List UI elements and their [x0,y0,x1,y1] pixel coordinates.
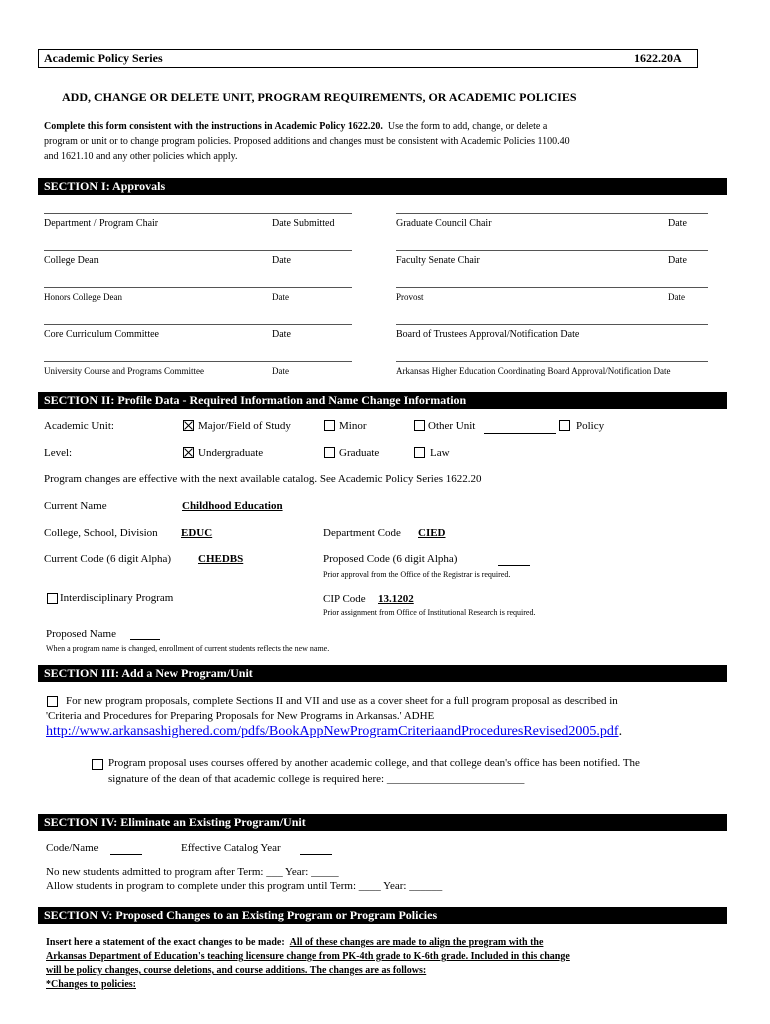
approval-left-date: Date [272,366,289,376]
approval-right-label: Faculty Senate Chair [396,255,480,266]
no-new-students-line: No new students admitted to program after Term: ___ Year: _____ [46,866,339,878]
current-name-label: Current Name [44,500,107,512]
level-undergraduate-checkbox[interactable] [183,447,194,458]
approval-left-label: Honors College Dean [44,292,122,302]
signature-line-right[interactable] [396,361,708,362]
section-4-header: SECTION IV: Eliminate an Existing Program/Unit [38,814,727,831]
statement-line-3: will be policy changes, course deletions, and course additions. The changes are as follows: [46,965,427,976]
unit-minor-label: Minor [339,420,367,432]
unit-other-checkbox[interactable] [414,420,425,431]
approval-left-date: Date [272,255,291,266]
level-undergraduate-label: Undergraduate [198,447,264,459]
approval-left-label: University Course and Programs Committee [44,366,204,376]
other-unit-blank[interactable] [484,433,556,434]
proposed-code-blank[interactable] [498,565,530,566]
college-value[interactable]: EDUC [181,527,213,539]
new-program-line-1: For new program proposals, complete Sections II and VII and use as a cover sheet for a full program proposal as described in [66,695,618,707]
intro-bold: Complete this form consistent with the instructions in Academic Policy 1622.20. [44,121,383,132]
approval-left-date: Date [272,329,291,340]
level-label: Level: [44,447,73,459]
level-graduate-label: Graduate [339,447,380,459]
effective-catalog-blank[interactable] [300,854,332,855]
cip-code-value[interactable]: 13.1202 [378,593,414,605]
policy-number: 1622.20A [634,51,682,65]
approval-left-label: Core Curriculum Committee [44,329,159,340]
adhe-criteria-link[interactable]: http://www.arkansashighered.com/pdfs/BookAppNewProgramCriteriaandProceduresRevised2005.pdf [46,724,619,739]
insert-statement-line-1 [46,937,543,948]
signature-line-left[interactable] [44,361,352,362]
level-graduate-checkbox[interactable] [324,447,335,458]
approval-left-label: College Dean [44,255,99,266]
signature-line-right[interactable] [396,324,708,325]
proposed-code-label: Proposed Code (6 digit Alpha) [323,553,458,565]
dept-code-label: Department Code [323,527,401,539]
unit-policy-checkbox[interactable] [559,420,570,431]
unit-major-checkbox[interactable] [183,420,194,431]
approval-right-date: Date [668,218,687,229]
effective-catalog-label: Effective Catalog Year [181,842,281,854]
new-program-checkbox[interactable] [47,696,58,707]
unit-major-label: Major/Field of Study [198,420,291,432]
other-college-line-1: Program proposal uses courses offered by another academic college, and that college dean's office has been notified. The [108,757,640,769]
approval-left-date: Date [272,292,289,302]
signature-line-left[interactable] [44,250,352,251]
level-law-checkbox[interactable] [414,447,425,458]
approval-right-label: Graduate Council Chair [396,218,492,229]
intro-line-2: program or unit or to change program policies. Proposed additions and changes must be consistent with Academic Policies 1100.40 [44,136,570,147]
level-law-label: Law [430,447,450,459]
current-name-value[interactable]: Childhood Education [182,500,283,512]
adhe-link-line [46,724,622,740]
cip-code-label: CIP Code [323,593,366,605]
approval-left-date: Date Submitted [272,218,335,229]
intro-line-3: and 1621.10 and any other policies which apply. [44,151,238,162]
intro-line-1 [44,121,547,132]
unit-policy-label: Policy [576,420,605,432]
cip-code-note: Prior assignment from Office of Institutional Research is required. [323,608,536,617]
approval-right-date: Date [668,255,687,266]
signature-line-left[interactable] [44,324,352,325]
signature-line-right[interactable] [396,213,708,214]
college-label: College, School, Division [44,527,158,539]
unit-minor-checkbox[interactable] [324,420,335,431]
allow-students-line: Allow students in program to complete under this program until Term: ____ Year: ______ [46,880,443,892]
proposed-name-note: When a program name is changed, enrollment of current students reflects the new name. [46,644,330,653]
form-title: ADD, CHANGE OR DELETE UNIT, PROGRAM REQUIREMENTS, OR ACADEMIC POLICIES [62,90,577,104]
signature-line-right[interactable] [396,287,708,288]
changes-to-policies-label: *Changes to policies: [46,979,136,990]
signature-line-left[interactable] [44,213,352,214]
insert-label: Insert here a statement of the exact changes to be made: [46,937,285,948]
unit-other-label: Other Unit [428,420,476,432]
approval-left-label: Department / Program Chair [44,218,159,229]
new-program-line-2: 'Criteria and Procedures for Preparing Proposals for New Programs in Arkansas.' ADHE [46,710,435,722]
approval-right-label: Arkansas Higher Education Coordinating Board Approval/Notification Date [396,366,671,376]
effective-note: Program changes are effective with the next available catalog. See Academic Policy Series 1622.20 [44,473,482,485]
code-name-blank[interactable] [110,854,142,855]
adhe-link-suffix: . [618,724,623,739]
proposed-code-note: Prior approval from the Office of the Registrar is required. [323,570,511,579]
code-name-label: Code/Name [46,842,99,854]
other-college-line-2: signature of the dean of that academic college is required here: _________________________ [108,773,525,785]
current-code-value[interactable]: CHEDBS [198,553,244,565]
approval-right-label: Board of Trustees Approval/Notification Date [396,329,580,340]
section-2-header: SECTION II: Profile Data - Required Information and Name Change Information [38,392,727,409]
academic-unit-label: Academic Unit: [44,420,114,432]
proposed-name-blank[interactable] [130,639,160,640]
current-code-label: Current Code (6 digit Alpha) [44,553,172,565]
approval-right-label: Provost [396,292,424,302]
section-1-header: SECTION I: Approvals [38,178,727,195]
statement-line-2: Arkansas Department of Education's teaching licensure change from PK-4th grade to K-6th grade. Included in this change [46,951,570,962]
approval-right-date: Date [668,292,685,302]
interdisciplinary-checkbox[interactable] [47,593,58,604]
policy-series-label: Academic Policy Series [44,51,163,65]
other-college-courses-checkbox[interactable] [92,759,103,770]
proposed-name-label: Proposed Name [46,628,116,640]
intro-line1-rest: Use the form to add, change, or delete a [387,121,548,132]
dept-code-value[interactable]: CIED [418,527,446,539]
statement-line-1: All of these changes are made to align the program with the [289,937,544,948]
section-3-header: SECTION III: Add a New Program/Unit [38,665,727,682]
section-5-header: SECTION V: Proposed Changes to an Existing Program or Program Policies [38,907,727,924]
signature-line-right[interactable] [396,250,708,251]
interdisciplinary-label: Interdisciplinary Program [60,592,174,604]
signature-line-left[interactable] [44,287,352,288]
